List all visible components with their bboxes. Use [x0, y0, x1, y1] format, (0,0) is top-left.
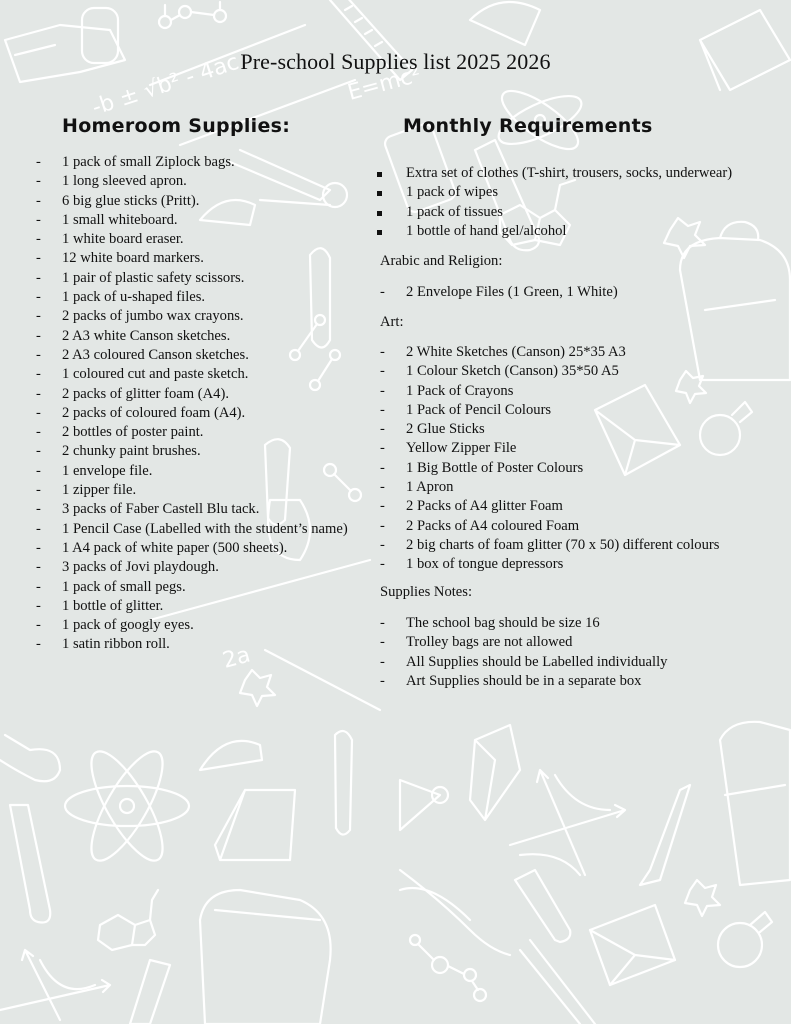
formula-text-3: 2a	[220, 642, 254, 674]
list-item	[374, 653, 667, 672]
list-item	[374, 478, 719, 497]
list-item	[374, 497, 719, 516]
item-text: 2 big charts of foam glitter (70 x 50) different colours	[406, 536, 720, 553]
dash-marker: -	[36, 385, 41, 402]
item-text: 1 pack of tissues	[406, 203, 503, 220]
item-text: 2 Envelope Files (1 Green, 1 White)	[406, 284, 618, 300]
item-text: 1 bottle of glitter.	[62, 597, 164, 614]
item-text: 2 A3 coloured Canson sketches.	[62, 346, 249, 363]
item-text: 1 long sleeved apron.	[62, 173, 187, 190]
item-text: 1 Big Bottle of Poster Colours	[406, 459, 584, 476]
list-item	[36, 558, 348, 577]
list-item	[374, 362, 719, 381]
list-item	[374, 536, 719, 555]
item-text: 1 Apron	[406, 479, 454, 496]
item-text: 1 pack of small pegs.	[62, 578, 186, 595]
square-bullet-icon	[377, 172, 382, 177]
dash-marker: -	[380, 459, 385, 476]
dash-marker: -	[36, 346, 41, 363]
list-item	[374, 672, 667, 691]
dash-marker: -	[36, 366, 41, 383]
item-text: 1 pack of googly eyes.	[62, 617, 194, 634]
item-text: Art Supplies should be in a separate box	[406, 672, 642, 689]
item-text: 1 pack of u-shaped files.	[62, 289, 206, 306]
list-item	[36, 616, 348, 635]
list-item	[374, 203, 732, 222]
document-title: Pre-school Supplies list 2025 2026	[240, 49, 551, 74]
dash-marker: -	[380, 382, 385, 399]
list-item	[374, 420, 719, 439]
list-item	[374, 164, 732, 183]
dash-marker: -	[36, 578, 41, 595]
item-text: 2 bottles of poster paint.	[62, 424, 204, 441]
dash-marker: -	[380, 634, 385, 651]
monthly-list	[374, 164, 732, 241]
list-item	[36, 635, 348, 654]
item-text: 1 pack of wipes	[406, 184, 498, 201]
list-item	[374, 614, 667, 633]
dash-marker: -	[380, 363, 385, 380]
list-item	[36, 365, 348, 384]
dash-marker: -	[36, 192, 41, 209]
dash-marker: -	[36, 443, 41, 460]
dash-marker: -	[380, 536, 385, 553]
item-text: 1 A4 pack of white paper (500 sheets).	[62, 539, 288, 556]
dash-marker: -	[380, 556, 385, 573]
list-item	[36, 442, 348, 461]
art-list	[374, 343, 719, 575]
item-text: 1 zipper file.	[62, 482, 137, 499]
formula-text-2: E=mc²	[345, 62, 424, 106]
list-item	[374, 183, 732, 202]
item-text: 1 bottle of hand gel/alcohol	[406, 222, 567, 239]
dash-marker: -	[36, 597, 41, 614]
item-text: 2 Packs of A4 glitter Foam	[406, 498, 563, 515]
item-text: 2 packs of coloured foam (A4).	[62, 404, 246, 421]
formula-text: -b ± √b² - 4ac	[89, 49, 243, 121]
list-item	[36, 172, 348, 191]
item-text: 1 satin ribbon roll.	[62, 636, 170, 653]
list-item	[36, 385, 348, 404]
dash-marker: -	[36, 308, 41, 325]
dash-marker: -	[380, 284, 385, 300]
list-item	[36, 539, 348, 558]
dash-marker: -	[36, 250, 41, 267]
item-text: All Supplies should be Labelled individually	[406, 653, 668, 670]
item-text: 2 White Sketches (Canson) 25*35 A3	[406, 344, 626, 360]
list-item	[36, 230, 348, 249]
dash-marker: -	[36, 211, 41, 228]
list-item	[374, 459, 719, 478]
dash-marker: -	[380, 421, 385, 438]
list-item	[36, 423, 348, 442]
item-text: 1 pair of plastic safety scissors.	[62, 269, 245, 286]
list-item	[374, 555, 719, 574]
dash-marker: -	[36, 617, 41, 634]
item-text: 3 packs of Jovi playdough.	[62, 559, 219, 576]
list-item	[36, 327, 348, 346]
item-text: 1 coloured cut and paste sketch.	[62, 366, 249, 383]
item-text: 1 box of tongue depressors	[406, 556, 564, 573]
item-text: 1 Pack of Pencil Colours	[406, 401, 552, 418]
list-item	[36, 307, 348, 326]
dash-marker: -	[36, 404, 41, 421]
list-item	[36, 249, 348, 268]
item-text: 1 Pencil Case (Labelled with the student’s name)	[62, 520, 348, 537]
item-text: 1 pack of small Ziplock bags.	[62, 154, 235, 170]
item-text: 3 packs of Faber Castell Blu tack.	[62, 501, 260, 518]
list-item	[36, 288, 348, 307]
list-item	[36, 346, 348, 365]
list-item	[36, 500, 348, 519]
item-text: 2 Packs of A4 coloured Foam	[406, 517, 580, 534]
square-bullet-icon	[377, 191, 382, 196]
dash-marker: -	[36, 520, 41, 537]
item-text: Extra set of clothes (T-shirt, trousers, socks, underwear)	[406, 165, 733, 181]
item-text: 1 envelope file.	[62, 462, 153, 479]
item-text: 2 packs of jumbo wax crayons.	[62, 308, 244, 325]
dash-marker: -	[36, 154, 41, 170]
dash-marker: -	[36, 424, 41, 441]
dash-marker: -	[36, 289, 41, 306]
item-text: 1 Pack of Crayons	[406, 382, 514, 399]
list-item	[36, 404, 348, 423]
item-text: Yellow Zipper File	[406, 440, 517, 457]
square-bullet-icon	[377, 230, 382, 235]
monthly-heading: Monthly Requirements	[403, 115, 653, 137]
list-item	[36, 211, 348, 230]
list-item	[374, 517, 719, 536]
dash-marker: -	[36, 539, 41, 556]
item-text: 12 white board markers.	[62, 250, 204, 267]
arabic-religion-label: Arabic and Religion:	[380, 253, 503, 269]
square-bullet-icon	[377, 211, 382, 216]
list-item	[36, 481, 348, 500]
dash-marker: -	[380, 615, 385, 631]
dash-marker: -	[380, 440, 385, 457]
dash-marker: -	[380, 517, 385, 534]
dash-marker: -	[36, 482, 41, 499]
arabic-religion-list	[374, 283, 618, 302]
list-item	[36, 597, 348, 616]
homeroom-heading: Homeroom Supplies:	[62, 115, 291, 137]
dash-marker: -	[380, 498, 385, 515]
dash-marker: -	[380, 672, 385, 689]
dash-marker: -	[36, 501, 41, 518]
item-text: 1 white board eraser.	[62, 231, 184, 248]
dash-marker: -	[380, 344, 385, 360]
art-label: Art:	[380, 314, 404, 330]
homeroom-list	[36, 153, 348, 655]
list-item	[36, 192, 348, 211]
dash-marker: -	[36, 462, 41, 479]
list-item	[374, 382, 719, 401]
item-text: 1 small whiteboard.	[62, 211, 178, 228]
list-item	[374, 401, 719, 420]
dash-marker: -	[36, 327, 41, 344]
item-text: 2 Glue Sticks	[406, 421, 485, 438]
dash-marker: -	[36, 231, 41, 248]
item-text: The school bag should be size 16	[406, 615, 600, 631]
item-text: 2 chunky paint brushes.	[62, 443, 201, 460]
list-item	[36, 269, 348, 288]
list-item	[36, 520, 348, 539]
list-item	[36, 153, 348, 172]
list-item	[374, 343, 719, 362]
dash-marker: -	[36, 636, 41, 653]
item-text: 6 big glue sticks (Pritt).	[62, 192, 200, 209]
dash-marker: -	[380, 479, 385, 496]
dash-marker: -	[36, 559, 41, 576]
dash-marker: -	[380, 653, 385, 670]
list-item	[374, 439, 719, 458]
list-item	[374, 283, 618, 302]
dash-marker: -	[380, 401, 385, 418]
item-text: 2 A3 white Canson sketches.	[62, 327, 231, 344]
dash-marker: -	[36, 173, 41, 190]
list-item	[36, 462, 348, 481]
item-text: Trolley bags are not allowed	[406, 634, 573, 651]
supplies-notes-list	[374, 614, 667, 691]
item-text: 2 packs of glitter foam (A4).	[62, 385, 229, 402]
list-item	[374, 633, 667, 652]
dash-marker: -	[36, 269, 41, 286]
list-item	[374, 222, 732, 241]
list-item	[36, 578, 348, 597]
item-text: 1 Colour Sketch (Canson) 35*50 A5	[406, 363, 619, 380]
supplies-notes-label: Supplies Notes:	[380, 584, 473, 600]
